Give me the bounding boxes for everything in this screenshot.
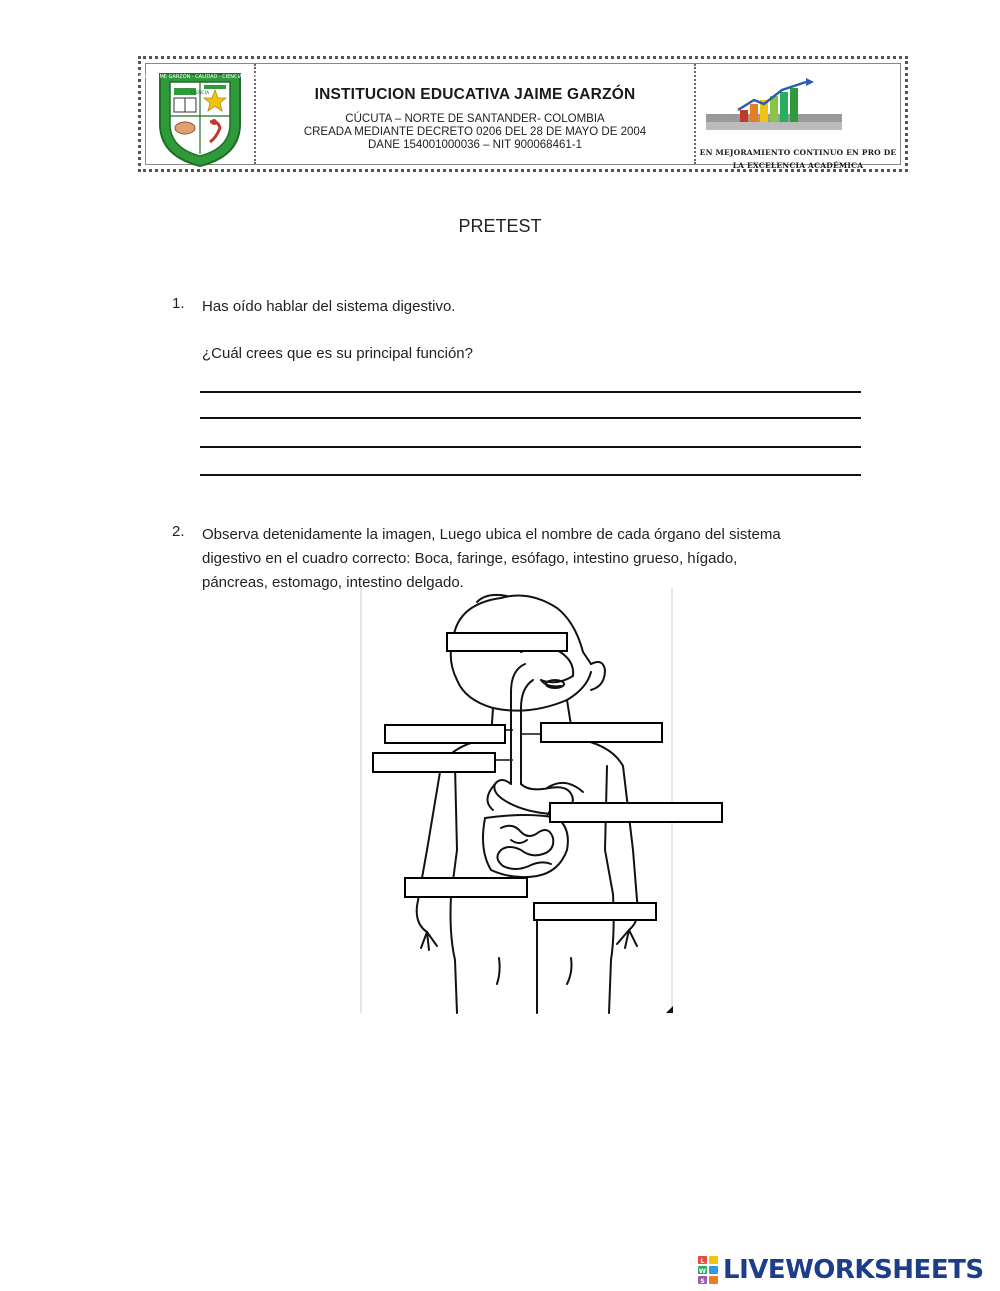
question-1-number: 1. [172, 295, 185, 312]
badge-letter-3: S [700, 1277, 705, 1285]
page-title: PRETEST [458, 216, 542, 236]
organ-label-box-5[interactable] [549, 802, 723, 823]
organ-label-box-1[interactable] [446, 632, 568, 652]
answer-line-1[interactable] [200, 391, 861, 393]
quality-logo-cell [696, 64, 900, 170]
organ-label-box-6[interactable] [404, 877, 528, 898]
question-1-text: Has oído hablar del sistema digestivo. [202, 298, 456, 315]
crest-ring-text: COLEGIO JAIME GARZÓN · CALIDAD · CIENCIA · LIBERTAD [128, 74, 272, 80]
motto-line-2: LA EXCELENCIA ACADÉMICA [732, 161, 864, 170]
answer-line-4[interactable] [200, 474, 861, 476]
question-1-subtext: ¿Cuál crees que es su principal función? [202, 345, 473, 362]
liveworksheets-badge-icon [696, 1256, 720, 1284]
badge-letter-1: L [700, 1257, 705, 1265]
crest-cell [128, 64, 272, 164]
answer-line-3[interactable] [200, 446, 861, 448]
question-2-line-3: páncreas, estomago, intestino delgado. [202, 574, 464, 591]
liveworksheets-wordmark: LIVEWORKSHEETS [723, 1255, 984, 1285]
school-title-cell [256, 64, 696, 164]
school-crest-icon [128, 66, 272, 170]
growth-chart-icon [702, 78, 852, 138]
crest-banner-text: CIENCIA [190, 91, 210, 96]
organ-label-box-7[interactable] [533, 902, 657, 921]
motto-line-1: EN MEJORAMIENTO CONTINUO EN PRO DE [699, 148, 897, 157]
school-dane-line: DANE 154001000036 – NIT 900068461-1 [368, 139, 582, 151]
liveworksheets-brand[interactable] [696, 1254, 984, 1286]
answer-line-2[interactable] [200, 417, 861, 419]
header-frame [128, 63, 901, 170]
organ-label-box-4[interactable] [372, 752, 496, 773]
question-2-line-1: Observa detenidamente la imagen, Luego ubica el nombre de cada órgano del sistema [202, 526, 781, 543]
school-name: INSTITUCION EDUCATIVA JAIME GARZÓN [314, 86, 636, 103]
organ-label-box-3[interactable] [540, 722, 663, 743]
school-city-line: CÚCUTA – NORTE DE SANTANDER- COLOMBIA [345, 113, 605, 125]
question-2-line-2: digestivo en el cuadro correcto: Boca, faringe, esófago, intestino grueso, hígado, [202, 550, 738, 567]
badge-letter-2: W [698, 1267, 707, 1275]
question-2-number: 2. [172, 523, 185, 540]
school-decree-line: CREADA MEDIANTE DECRETO 0206 DEL 28 DE MAYO DE 2004 [303, 126, 647, 138]
organ-label-box-2[interactable] [384, 724, 506, 744]
school-header [128, 56, 908, 172]
